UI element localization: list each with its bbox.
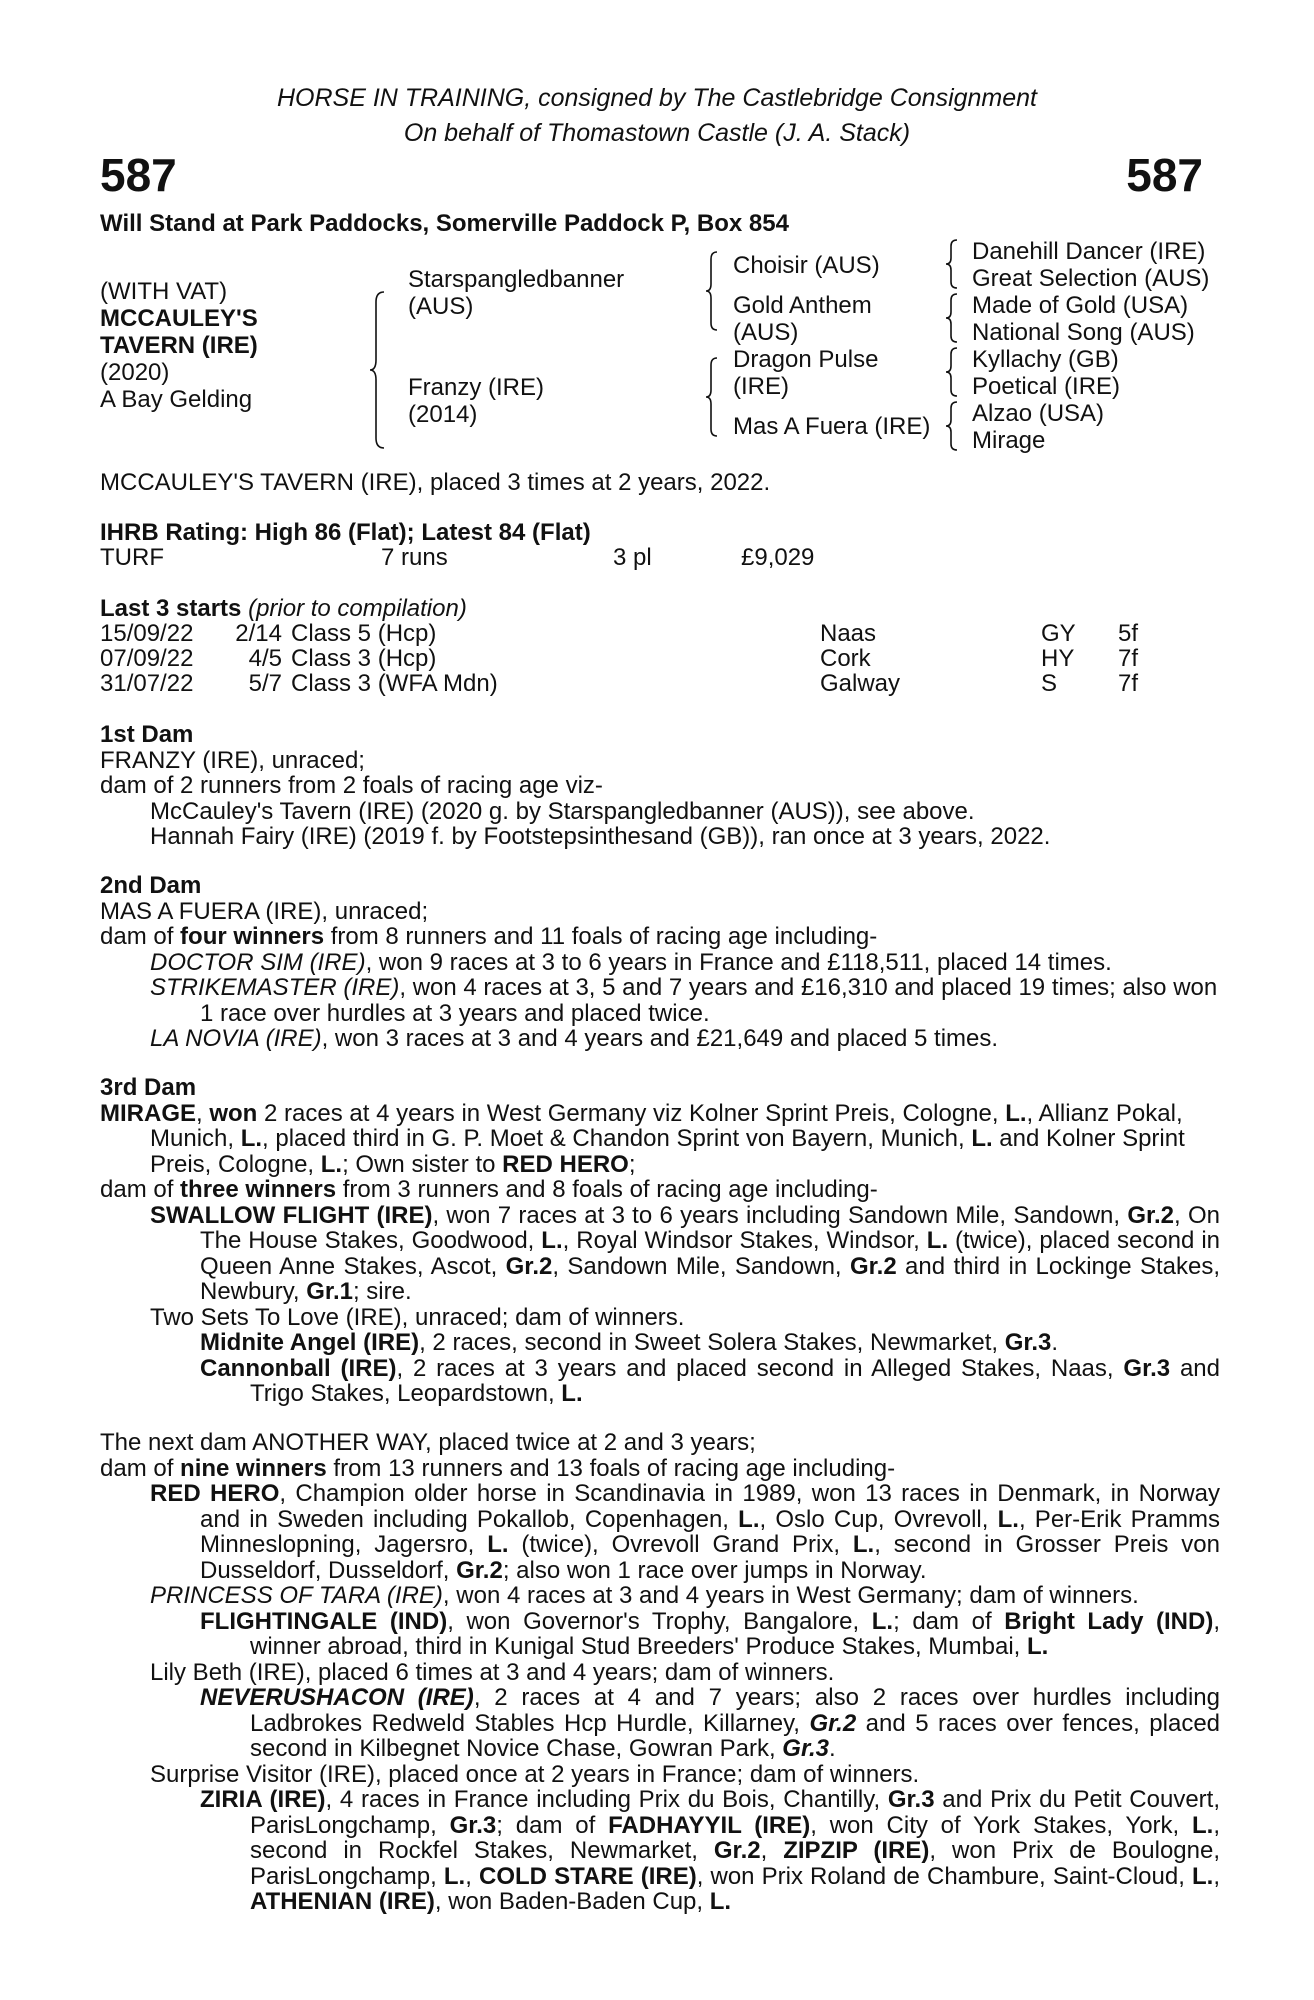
start-date: 15/09/22 — [100, 620, 194, 647]
dam-sire-sire: Kyllachy (GB) — [972, 346, 1119, 373]
pedigree-brace-ss — [944, 238, 960, 290]
start-going: GY — [1041, 620, 1076, 647]
second-dam-produce-intro: dam of four winners from 8 runners and 11 foals of racing age including- — [100, 923, 878, 950]
second-dam-produce-item: LA NOVIA (IRE), won 3 races at 3 and 4 years and £21,649 and placed 5 times. — [150, 1025, 999, 1052]
sire-dam-line2: (AUS) — [733, 319, 799, 346]
start-course: Naas — [820, 620, 877, 647]
horse-identity — [100, 278, 360, 413]
start-date: 07/09/22 — [100, 645, 194, 672]
dam-line2: (2014) — [408, 401, 478, 428]
first-dam-produce-item: Hannah Fairy (IRE) (2019 f. by Footstepsinthesand (GB)), ran once at 3 years, 2022. — [150, 823, 1051, 850]
pedigree-brace-ds — [944, 346, 960, 398]
next-dam-produce-item: PRINCESS OF TARA (IRE), won 4 races at 3 and 4 years in West Germany; dam of winners. — [150, 1582, 1139, 1609]
dam-line1: Franzy (IRE) — [408, 374, 545, 401]
start-going: S — [1041, 670, 1058, 697]
sire-dam-line1: Gold Anthem — [733, 292, 872, 319]
stand-location: Will Stand at Park Paddocks, Somerville Paddock P, Box 854 — [100, 210, 789, 237]
dam-sire-line2: (IRE) — [733, 373, 789, 400]
pedigree-brace-gen1 — [368, 290, 388, 450]
third-dam-produce-item: SWALLOW FLIGHT (IRE), won 7 races at 3 to 6 years including Sandown Mile, Sandown, Gr.2, On The House Stakes, Goodwood, L., Royal Windsor Stakes, Windsor, L. (twice), placed second in Queen Anne Stakes, Ascot, Gr.2, Sandown Mile, Sandown, Gr.2 and third in Lockinge Stakes, Newbury, Gr.1; sire. — [150, 1201, 1220, 1305]
start-course: Cork — [820, 645, 871, 672]
first-dam-produce-intro: dam of 2 runners from 2 foals of racing age viz- — [100, 772, 603, 799]
on-behalf-line: On behalf of Thomastown Castle (J. A. Stack) — [403, 119, 911, 147]
first-dam-line: FRANZY (IRE), unraced; — [100, 746, 365, 774]
second-dam-produce-item: STRIKEMASTER (IRE), won 4 races at 3, 5 and 7 years and £16,310 and placed 19 times; also won 1 race over hurdles at 3 years and placed twice. — [150, 974, 1218, 1027]
third-dam-section — [100, 1075, 1220, 1407]
horse-name-line2: TAVERN (IRE) — [100, 332, 258, 359]
start-position: 5/7 — [248, 670, 282, 697]
lot-number-left: 587 — [100, 149, 177, 201]
start-going: HY — [1041, 645, 1075, 672]
third-dam-produce-intro: dam of three winners from 3 runners and 8 foals of racing age including- — [100, 1176, 878, 1203]
rating-earnings: £9,029 — [741, 544, 815, 571]
second-dam-produce-item: DOCTOR SIM (IRE), won 9 races at 3 to 6 years in France and £118,511, placed 14 times. — [150, 948, 1112, 976]
dam-dam-dam: Mirage — [972, 427, 1046, 454]
start-race: Class 3 (Hcp) — [291, 645, 437, 672]
last-starts-note: (prior to compilation) — [248, 595, 467, 622]
third-dam-grandproduce-item: Cannonball (IRE), 2 races at 3 years and placed second in Alleged Stakes, Naas, Gr.3 and Trigo Stakes, Leopardstown, L. — [200, 1354, 1221, 1407]
dam-dam: Mas A Fuera (IRE) — [733, 413, 931, 440]
horse-name-line1: MCCAULEY'S — [100, 305, 258, 332]
start-race: Class 3 (WFA Mdn) — [291, 670, 498, 697]
last-starts-title: Last 3 starts — [100, 595, 242, 622]
second-dam-title: 2nd Dam — [100, 872, 202, 899]
pedigree-brace-sd — [944, 292, 960, 344]
third-dam-produce-item: Two Sets To Love (IRE), unraced; dam of winners. — [150, 1303, 685, 1331]
sire-sire: Choisir (AUS) — [733, 252, 880, 279]
first-dam-produce-item: McCauley's Tavern (IRE) (2020 g. by Starspangledbanner (AUS)), see above. — [150, 797, 975, 825]
next-dam-grandproduce-item: NEVERUSHACON (IRE), 2 races at 4 and 7 years; also 2 races over hurdles including Ladbrokes Redweld Stables Hcp Hurdle, Killarney, Gr.2 and 5 races over fences, placed second in Kilbegnet Novice Chase, Gowran Park, Gr.3. — [200, 1684, 1221, 1762]
start-course: Galway — [820, 670, 901, 697]
foaling-year: (2020) — [100, 359, 170, 386]
next-dam-line: The next dam ANOTHER WAY, placed twice at 2 and 3 years; — [100, 1429, 756, 1456]
start-distance: 7f — [1118, 670, 1139, 697]
rating-title: IHRB Rating: High 86 (Flat); Latest 84 (Flat) — [100, 519, 591, 546]
third-dam-line: MIRAGE, won 2 races at 4 years in West Germany viz Kolner Sprint Preis, Cologne, L., Allianz Pokal, Munich, L., placed third in G. P. Moet & Chandon Sprint von Bayern, Munich, L. and Kolner Sprint Preis, Cologne, L.; Own sister to RED HERO; — [100, 1099, 1185, 1178]
next-dam-section — [100, 1430, 1220, 1915]
third-dam-title: 3rd Dam — [100, 1074, 197, 1101]
first-dam-section — [100, 722, 1220, 850]
rating-surface: TURF — [100, 544, 164, 571]
dam-dam-sire: Alzao (USA) — [972, 400, 1105, 427]
dam-sire-dam: Poetical (IRE) — [972, 373, 1121, 400]
sire-dam-sire: Made of Gold (USA) — [972, 292, 1189, 319]
first-dam-title: 1st Dam — [100, 721, 194, 748]
next-dam-produce-item: Lily Beth (IRE), placed 6 times at 3 and 4 years; dam of winners. — [150, 1658, 835, 1686]
next-dam-grandproduce-item: FLIGHTINGALE (IND), won Governor's Trophy, Bangalore, L.; dam of Bright Lady (IND), winner abroad, third in Kunigal Stud Breeders' Produce Stakes, Mumbai, L. — [200, 1607, 1220, 1660]
sire-sire-sire: Danehill Dancer (IRE) — [972, 238, 1206, 265]
next-dam-grandproduce-item: ZIRIA (IRE), 4 races in France including Prix du Bois, Chantilly, Gr.3 and Prix du Petit Couvert, ParisLongchamp, Gr.3; dam of FADHAYYIL (IRE), won City of York Stakes, York, L., second in Rockfel Stakes, Newmarket, Gr.2, ZIPZIP (IRE), won Prix de Boulogne, ParisLongchamp, L., COLD STARE (IRE), won Prix Roland de Chambure, Saint-Cloud, L., ATHENIAN (IRE), won Baden-Baden Cup, L. — [200, 1786, 1221, 1915]
race-summary: MCCAULEY'S TAVERN (IRE), placed 3 times at 2 years, 2022. — [100, 469, 771, 496]
start-distance: 7f — [1118, 645, 1139, 672]
start-race: Class 5 (Hcp) — [291, 620, 437, 647]
sire-sire-dam: Great Selection (AUS) — [972, 265, 1210, 292]
sire-line1: Starspangledbanner — [408, 266, 625, 293]
rating-placed: 3 pl — [613, 544, 652, 571]
dam-sire-line1: Dragon Pulse — [733, 346, 879, 373]
lot-number-right: 587 — [1126, 149, 1203, 201]
start-position: 4/5 — [248, 645, 282, 672]
second-dam-line: MAS A FUERA (IRE), unraced; — [100, 897, 429, 925]
vat-note: (WITH VAT) — [100, 278, 228, 305]
consignor-line: HORSE IN TRAINING, consigned by The Castlebridge Consignment — [276, 84, 1038, 112]
start-date: 31/07/22 — [100, 670, 194, 697]
second-dam-section — [100, 873, 1220, 1052]
start-position: 2/14 — [235, 620, 282, 647]
sire-line2: (AUS) — [408, 293, 474, 320]
start-distance: 5f — [1118, 620, 1139, 647]
rating-runs: 7 runs — [381, 544, 448, 571]
third-dam-grandproduce-item: Midnite Angel (IRE), 2 races, second in Sweet Solera Stakes, Newmarket, Gr.3. — [200, 1329, 1059, 1356]
next-dam-produce-intro: dam of nine winners from 13 runners and 13 foals of racing age including- — [100, 1454, 896, 1482]
pedigree-brace-dam — [704, 356, 720, 438]
horse-description: A Bay Gelding — [100, 386, 253, 413]
pedigree-brace-dd — [944, 400, 960, 452]
next-dam-produce-item: Surprise Visitor (IRE), placed once at 2 years in France; dam of winners. — [150, 1760, 920, 1788]
sire-dam-dam: National Song (AUS) — [972, 319, 1195, 346]
next-dam-produce-item: RED HERO, Champion older horse in Scandinavia in 1989, won 13 races in Denmark, in Norway and in Sweden including Pokallob, Copenhagen, L., Oslo Cup, Ovrevoll, L., Per-Erik Pramms Minneslopning, Jagersro, L. (twice), Ovrevoll Grand Prix, L., second in Grosser Preis von Dusseldorf, Dusseldorf, Gr.2; also won 1 race over jumps in Norway. — [150, 1480, 1220, 1584]
last-starts-heading — [100, 596, 467, 622]
pedigree-brace-sire — [704, 250, 720, 332]
